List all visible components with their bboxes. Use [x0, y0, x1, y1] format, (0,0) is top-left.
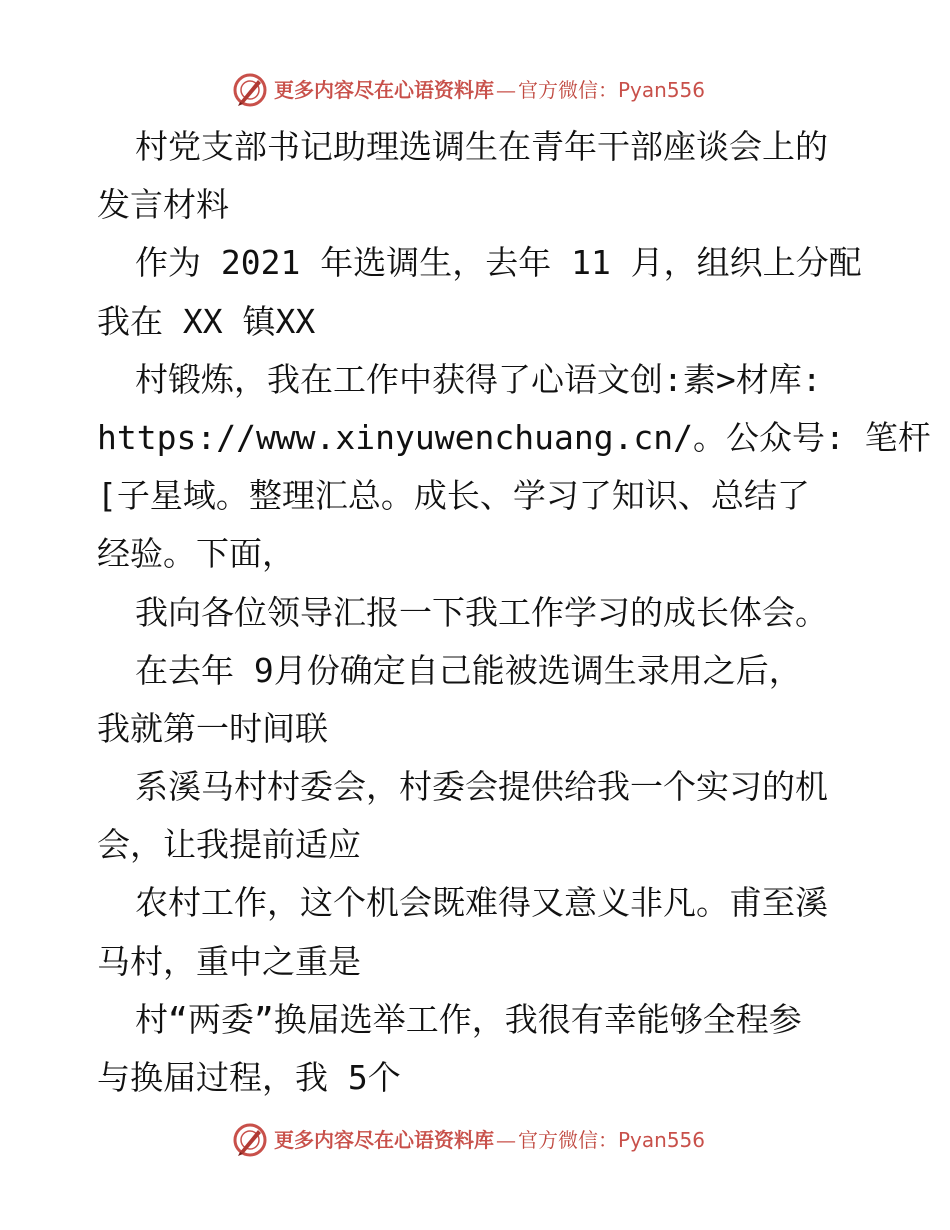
paragraph-line: 村锻炼，我在工作中获得了心语文创:素>材库:	[135, 359, 822, 399]
paragraph-line: 作为 2021 年选调生，去年 11 月，组织上分配	[135, 243, 862, 283]
paragraph-line: https://www.xinyuwenchuang.cn/。公众号: 笔杆	[97, 417, 931, 457]
paragraph-line: 系溪马村村委会，村委会提供给我一个实习的机	[135, 767, 828, 807]
paragraph-line: [子星域。整理汇总。成长、学习了知识、总结了	[97, 476, 810, 516]
paragraph-line: 我就第一时间联	[97, 708, 328, 748]
header-banner-dash: —	[496, 78, 516, 102]
paragraph-line: 我在 XX 镇XX	[97, 301, 316, 341]
paragraph-line: 我向各位领导汇报一下我工作学习的成长体会。	[135, 592, 828, 632]
header-banner-main: 更多内容尽在心语资料库	[274, 78, 494, 102]
paragraph-line: 与换届过程，我 5个	[97, 1058, 401, 1097]
footer-banner-handle: Pyan556	[618, 1128, 706, 1152]
paragraph-line: 在去年 9月份确定自己能被选调生录用之后，	[135, 650, 802, 690]
pen-circle-logo-icon	[232, 1122, 268, 1158]
footer-banner-text	[274, 1130, 705, 1150]
header-banner-handle: Pyan556	[618, 78, 706, 102]
paragraph-line: 村“两委”换届选举工作，我很有幸能够全程参	[135, 999, 802, 1039]
document-body	[97, 118, 931, 1107]
paragraph-line: 农村工作，这个机会既难得又意义非凡。甫至溪	[135, 883, 828, 923]
footer-banner	[232, 1118, 705, 1162]
title-line-2: 发言材料	[97, 185, 229, 225]
header-banner-sub: 官方微信：	[518, 78, 618, 102]
header-banner	[232, 68, 705, 112]
footer-banner-dash: —	[496, 1128, 516, 1152]
paragraph-line: 会，让我提前适应	[97, 825, 361, 865]
paragraph-line: 经验。下面，	[97, 534, 295, 574]
pen-circle-logo-icon	[232, 72, 268, 108]
header-banner-text	[274, 80, 705, 100]
footer-banner-main: 更多内容尽在心语资料库	[274, 1128, 494, 1152]
paragraph-line: 马村，重中之重是	[97, 941, 361, 981]
footer-banner-sub: 官方微信：	[518, 1128, 618, 1152]
title-line-1: 村党支部书记助理选调生在青年干部座谈会上的	[135, 127, 828, 166]
